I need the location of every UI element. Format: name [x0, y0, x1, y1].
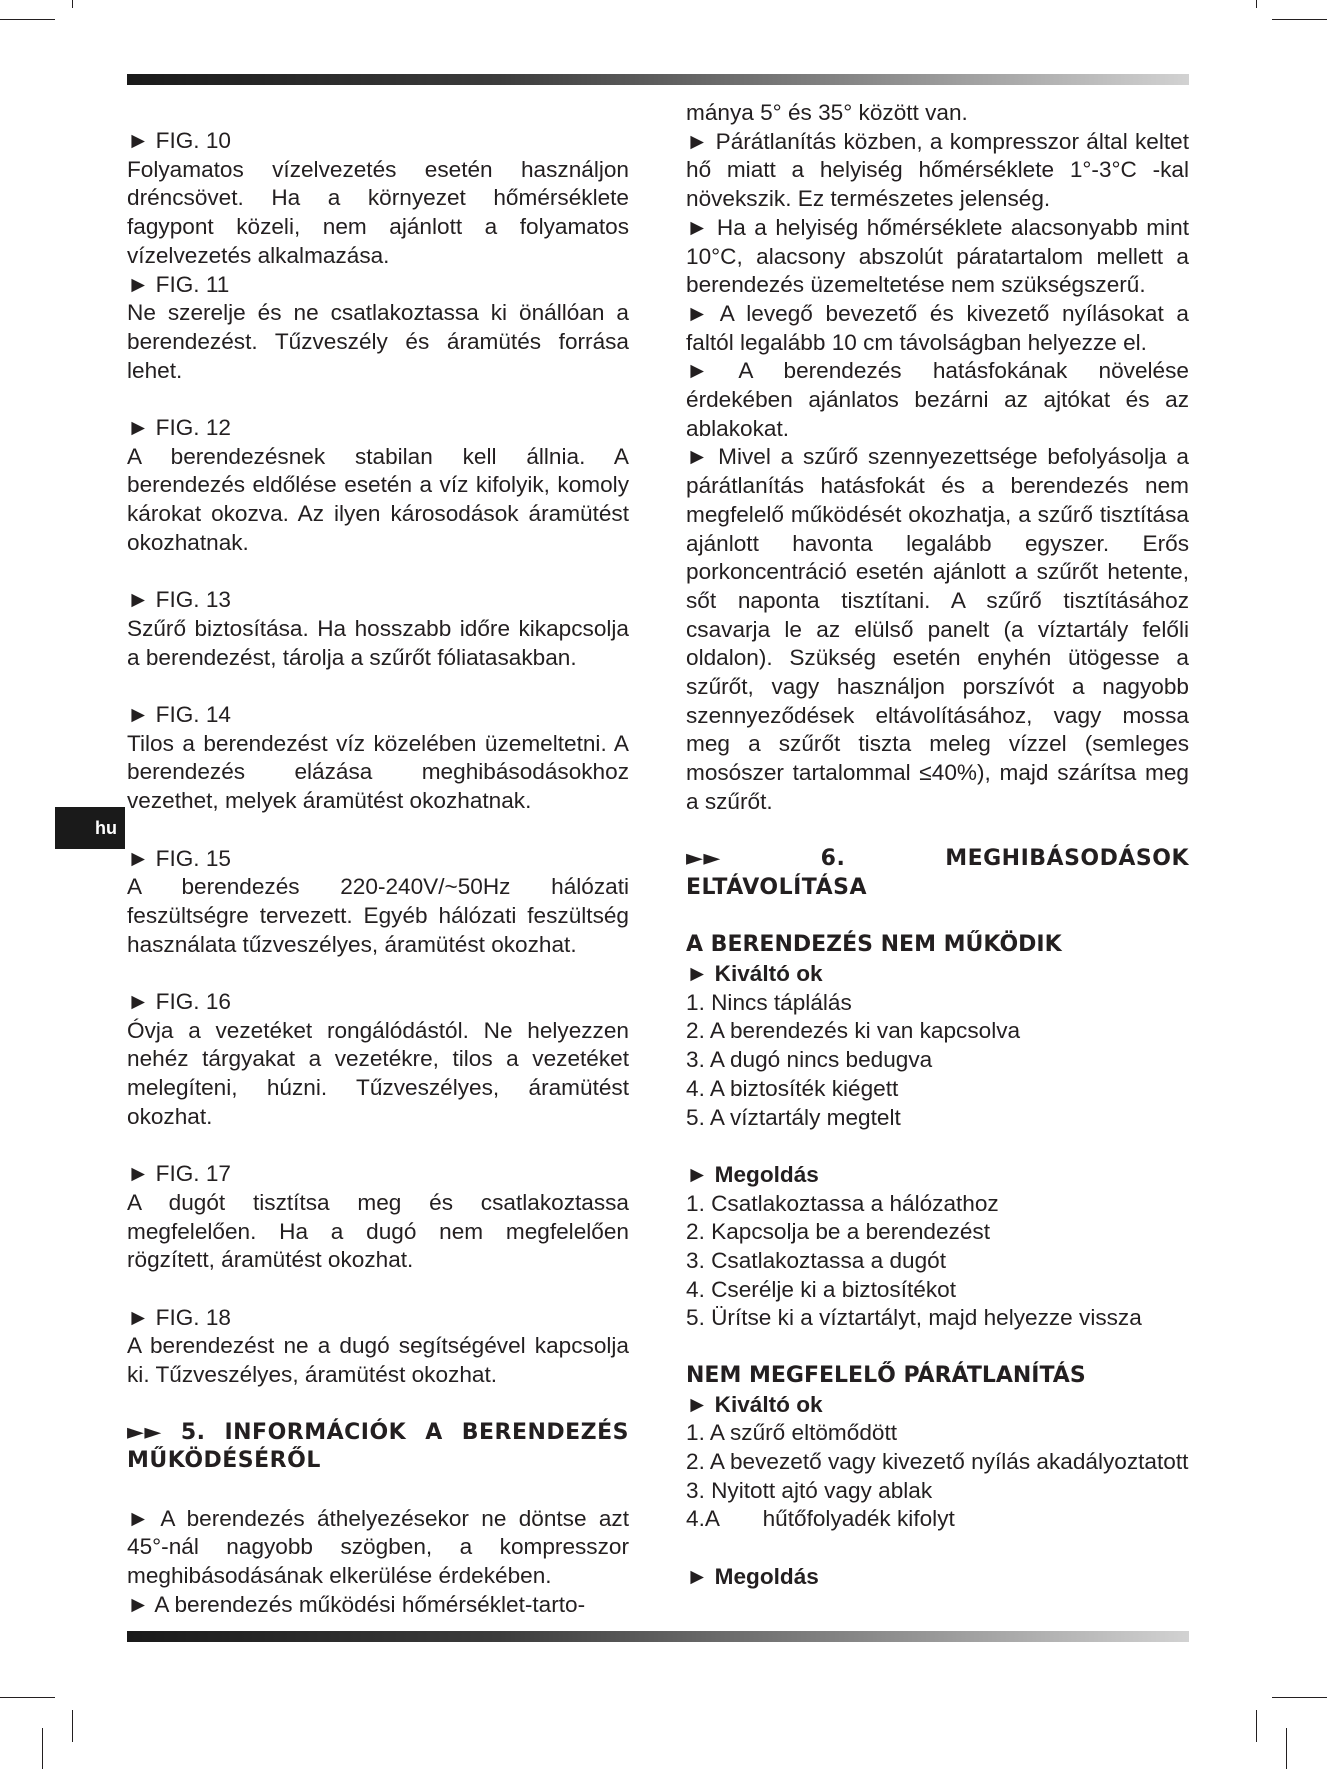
list-item: 5. A víztartály megtelt: [686, 1104, 901, 1130]
list-item: 1. A szűrő eltömődött: [686, 1420, 897, 1446]
crop-mark: [72, 1710, 73, 1742]
body-paragraph: ► A berendezés áthelyezésekor ne döntse azt 45°-nál nagyobb szögben, a kompresszor meghibásodásának elkerülése érdekében.: [127, 1505, 629, 1589]
crop-mark: [0, 19, 55, 20]
list-item: 5. Ürítse ki a víztartályt, majd helyezze vissza: [686, 1305, 1142, 1331]
body-paragraph: ► Mivel a szűrő szennyezettsége befolyásolja a párátlanítás hatásfokát és a berendezés nem megfelelő működését okozhatja, a szűrő tisztítása ajánlott havonta legalább egyszer. Erős porkoncentráció esetén ajánlott a szűrőt hetente, sőt naponta tisztítani. A szűrő tisztításához csavarja le az elülső panelt (a víztartály felőli oldalon). Szükség esetén enyhén ütögesse a szűrőt, vagy használjon porszívót a nagyobb szennyeződések eltávolításához, vagy mossa meg a szűrőt tiszta meleg vízzel (semleges mosószer tartalommal ≤40%), majd szárítsa meg a szűrőt.: [686, 444, 1189, 814]
list-item: 4.A hűtőfolyadék kifolyt: [686, 1506, 955, 1532]
section-6-heading: ►► 6. MEGHIBÁSODÁSOK ELTÁVOLÍTÁSA: [686, 846, 1189, 900]
fig-label: ► FIG. 18: [127, 1304, 231, 1330]
crop-mark: [1272, 1697, 1327, 1698]
list-item: 1. Csatlakoztassa a hálózathoz: [686, 1190, 999, 1216]
fig-text: A berendezést ne a dugó segítségével kapcsolja ki. Tűzveszélyes, áramütést okozhat.: [127, 1333, 629, 1388]
fig-text: A berendezés 220-240V/~50Hz hálózati feszültségre tervezett. Egyéb hálózati feszültség használata tűzveszélyes, áramütést okozhat.: [127, 874, 629, 957]
crop-mark: [1256, 1710, 1257, 1742]
left-column: [127, 127, 629, 1619]
section-5-heading: ►► 5. INFORMÁCIÓK A BERENDEZÉS MŰKÖDÉSÉRŐL: [127, 1419, 629, 1474]
crop-mark: [1272, 19, 1327, 20]
list-item: 1. Nincs táplálás: [686, 989, 852, 1015]
causes-label: ► Kiváltó ok: [686, 961, 823, 987]
solution-label: ► Megoldás: [686, 1161, 819, 1187]
body-paragraph: mánya 5° és 35° között van.: [686, 100, 968, 125]
body-paragraph: ► A berendezés hatásfokának növelése érdekében ajánlatos bezárni az ajtókat és az ablakokat.: [686, 358, 1189, 441]
crop-mark: [42, 1728, 43, 1769]
fig-label: ► FIG. 12: [127, 415, 231, 441]
fig-label: ► FIG. 17: [127, 1161, 231, 1187]
fig-text: Óvja a vezetéket rongálódástól. Ne helyezzen nehéz tárgyakat a vezetékre, tilos a vezetéket melegíteni, húzni. Tűzveszélyes, áramütést okozhat.: [127, 1017, 629, 1129]
fig-text: Ne szerelje és ne csatlakoztassa ki önállóan a berendezést. Tűzveszély és áramütés forrása lehet.: [127, 300, 629, 383]
subsection-heading: A BERENDEZÉS NEM MŰKÖDIK: [686, 932, 1062, 958]
fig-label: ► FIG. 16: [127, 989, 231, 1015]
fig-label: ► FIG. 14: [127, 702, 231, 728]
solutions-list: [686, 1190, 1189, 1334]
fig-text: A dugót tisztítsa meg és csatlakoztassa megfelelően. Ha a dugó nem megfelelően rögzített, áramütést okozhat.: [127, 1189, 629, 1273]
list-item: 4. Cserélje ki a biztosítékot: [686, 1276, 956, 1302]
fig-label: ► FIG. 10: [127, 128, 231, 153]
list-item: 2. A berendezés ki van kapcsolva: [686, 1018, 1021, 1044]
body-paragraph: ► A levegő bevezető és kivezető nyílásokat a faltól legalább 10 cm távolságban helyezze el.: [686, 300, 1189, 355]
list-item: 2. A bevezető vagy kivezető nyílás akadályoztatott: [686, 1448, 1189, 1474]
subsection-heading: NEM MEGFELELŐ PÁRÁTLANÍTÁS: [686, 1362, 1086, 1388]
fig-text: Folyamatos vízelvezetés esetén használjon dréncsövet. Ha a környezet hőmérséklete fagypont közeli, nem ajánlott a folyamatos vízelvezetés alkalmazása.: [127, 156, 629, 268]
solution-label: ► Megoldás: [686, 1563, 819, 1589]
right-column: [686, 99, 1189, 1591]
fig-text: Szűrő biztosítása. Ha hosszabb időre kikapcsolja a berendezést, tárolja a szűrőt fóliatasakban.: [127, 615, 629, 670]
fig-label: ► FIG. 15: [127, 845, 231, 871]
fig-label: ► FIG. 11: [127, 271, 230, 297]
crop-mark: [0, 1697, 55, 1698]
language-tab: [55, 807, 125, 849]
fig-text: Tilos a berendezést víz közelében üzemeltetni. A berendezés elázása meghibásodásokhoz vezethet, melyek áramütést okozhatnak.: [127, 730, 629, 814]
list-item: 3. A dugó nincs bedugva: [686, 1047, 933, 1073]
language-tab-label: hu: [95, 817, 117, 838]
causes-list: [686, 1419, 1189, 1534]
list-item: 3. Csatlakoztassa a dugót: [686, 1248, 946, 1274]
body-paragraph: ► Ha a helyiség hőmérséklete alacsonyabb mint 10°C, alacsony abszolút páratartalom mellett a berendezés üzemeltetése nem szükségszerű.: [686, 214, 1189, 298]
list-item: 3. Nyitott ajtó vagy ablak: [686, 1477, 933, 1503]
causes-list: [686, 989, 1189, 1133]
list-item: 4. A biztosíték kiégett: [686, 1075, 899, 1101]
header-gradient-bar: [127, 74, 1189, 85]
body-paragraph: ► Párátlanítás közben, a kompresszor által keltet hő miatt a helyiség hőmérséklete 1°-3°C -kal növekszik. Ez természetes jelenség.: [686, 128, 1189, 212]
list-item: 2. Kapcsolja be a berendezést: [686, 1219, 990, 1245]
fig-text: A berendezésnek stabilan kell állnia. A berendezés eldőlése esetén a víz kifolyik, komoly károkat okozva. Az ilyen károsodások áramütést okozhatnak.: [127, 443, 629, 555]
footer-gradient-bar: [127, 1631, 1189, 1642]
fig-label: ► FIG. 13: [127, 587, 231, 613]
crop-mark: [1256, 0, 1257, 8]
crop-mark: [72, 0, 73, 8]
crop-mark: [1286, 1728, 1287, 1769]
causes-label: ► Kiváltó ok: [686, 1391, 823, 1417]
body-paragraph: ► A berendezés működési hőmérséklet-tarto-: [127, 1591, 586, 1617]
